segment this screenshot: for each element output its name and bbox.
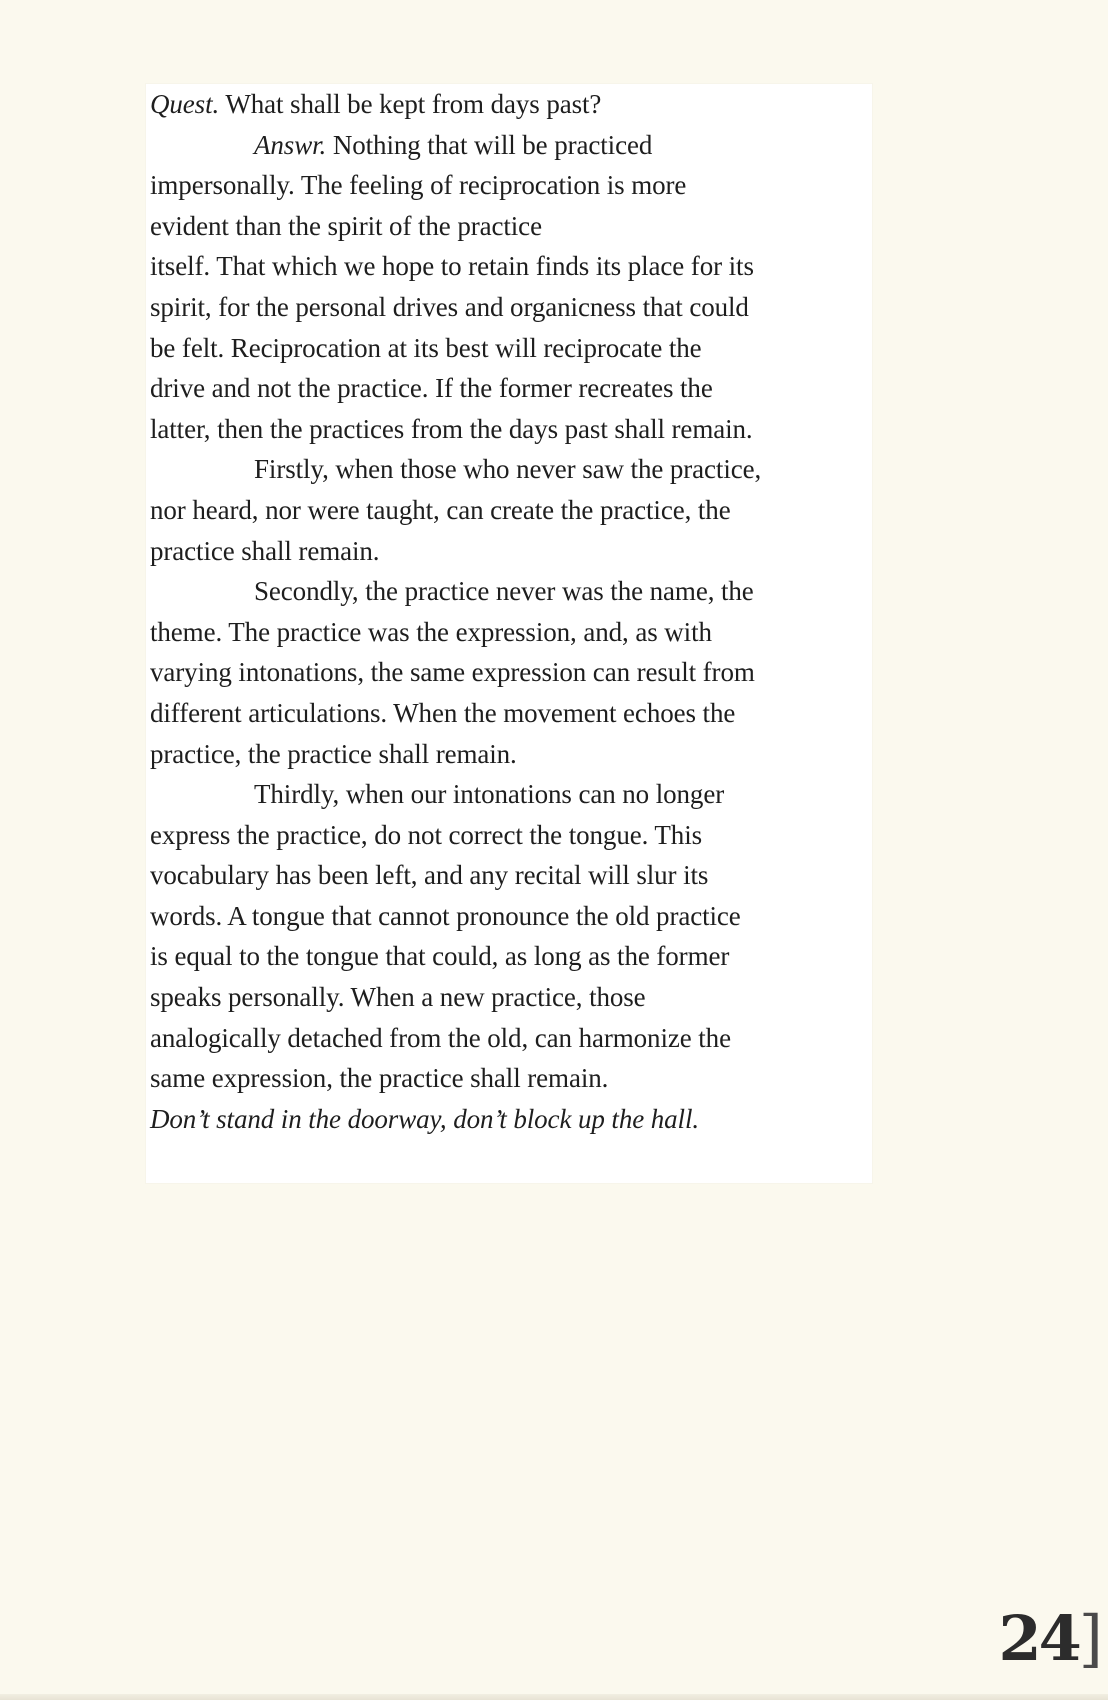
paper-edge: [0, 1694, 1108, 1700]
answer-label: Answr.: [254, 129, 327, 160]
thirdly-line: express the practice, do not correct the tongue. This: [150, 819, 703, 850]
thirdly-line: speaks personally. When a new practice, those: [150, 982, 646, 1013]
question-line: [150, 84, 866, 125]
thirdly-line: is equal to the tongue that could, as long as the former: [150, 941, 730, 972]
secondly-line: varying intonations, the same expression can result from: [150, 657, 755, 688]
secondly-line: theme. The practice was the expression, and, as with: [150, 616, 712, 647]
answer-line: latter, then the practices from the days past shall remain.: [150, 413, 753, 444]
thirdly-line: vocabulary has been left, and any recital will slur its: [150, 860, 709, 891]
question-text: What shall be kept from days past?: [219, 89, 602, 119]
firstly-line: nor heard, nor were taught, can create the practice, the: [150, 494, 731, 525]
page-number-digits: 24: [998, 1602, 1079, 1675]
secondly-line: practice, the practice shall remain.: [150, 738, 517, 769]
thirdly-line: analogically detached from the old, can harmonize the: [150, 1022, 731, 1053]
thirdly-line: words. A tongue that cannot pronounce the old practice: [150, 900, 741, 931]
page-number-bracket: ]: [1078, 1602, 1100, 1675]
quest-label: Quest.: [150, 89, 220, 119]
body-text: [146, 84, 872, 1183]
closing-line: Don’t stand in the doorway, don’t block up the hall.: [150, 1103, 700, 1134]
secondly-line: Secondly, the practice never was the name, the: [254, 576, 754, 607]
page-number: [999, 1602, 1100, 1675]
answer-line: spirit, for the personal drives and organicness that could: [150, 291, 749, 322]
answer-text: Nothing that will be practiced: [326, 129, 653, 160]
answer-line: impersonally. The feeling of reciprocation is more: [150, 170, 687, 201]
answer-line: drive and not the practice. If the former recreates the: [150, 373, 713, 404]
firstly-line: Firstly, when those who never saw the practice,: [254, 454, 762, 485]
firstly-line: practice shall remain.: [150, 535, 380, 566]
answer-line: itself. That which we hope to retain finds its place for its: [150, 251, 754, 282]
answer-line: evident than the spirit of the practice: [150, 210, 542, 241]
thirdly-line: same expression, the practice shall remain.: [150, 1063, 609, 1094]
secondly-line: different articulations. When the movement echoes the: [150, 697, 736, 728]
answer-first-line: [150, 125, 866, 166]
thirdly-line: Thirdly, when our intonations can no longer: [254, 779, 725, 810]
answer-line: be felt. Reciprocation at its best will reciprocate the: [150, 332, 702, 363]
